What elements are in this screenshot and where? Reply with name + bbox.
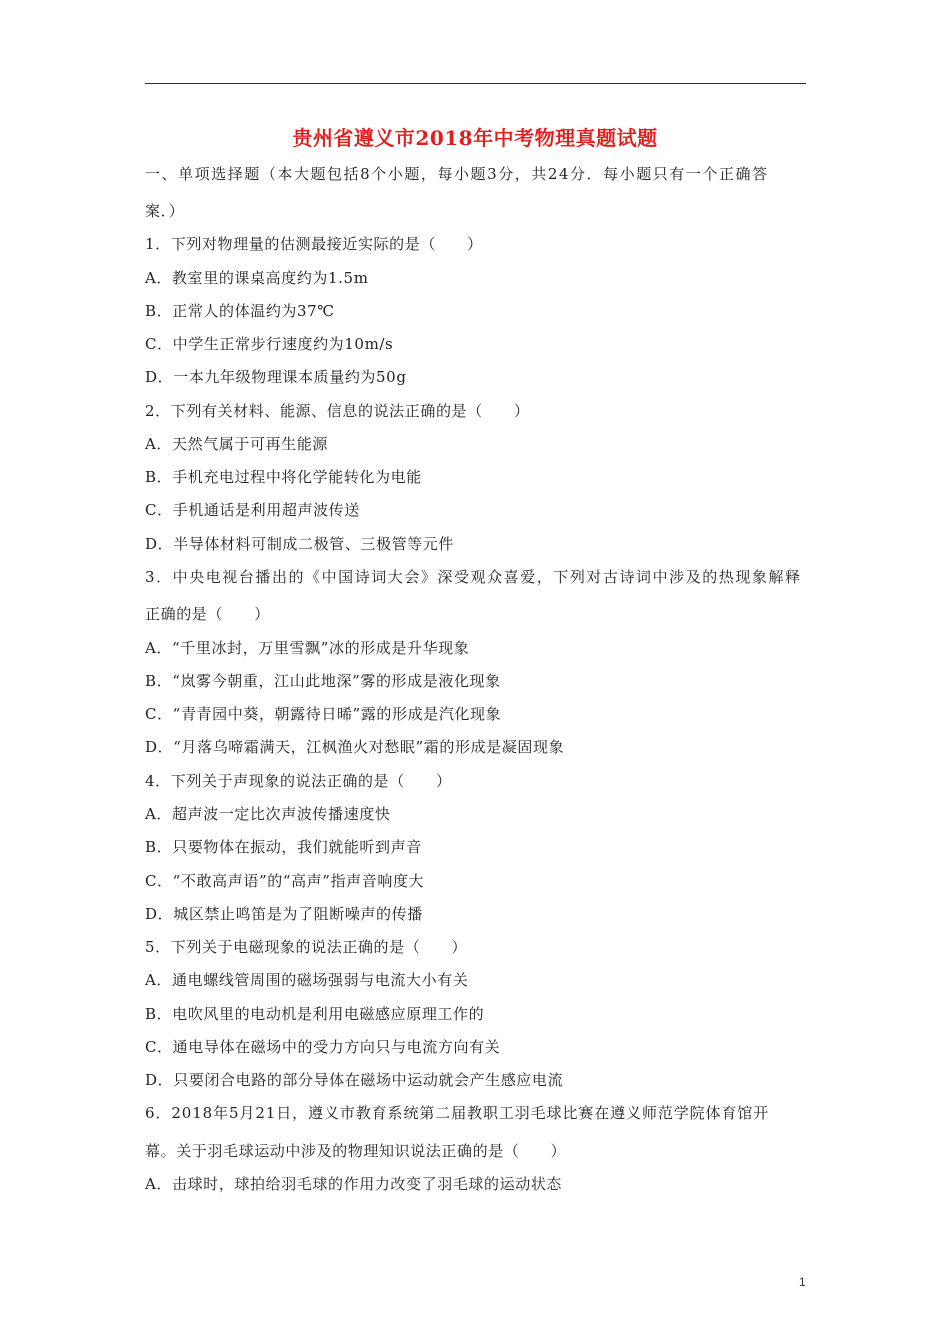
question-5-option-b: B．电吹风里的电动机是利用电磁感应原理工作的 xyxy=(145,1005,485,1023)
question-4-stem: 4．下列关于声现象的说法正确的是（ ） xyxy=(145,772,452,790)
question-4-option-c: C．“不敢高声语”的“高声”指声音响度大 xyxy=(145,872,425,890)
question-2-option-d: D．半导体材料可制成二极管、三极管等元件 xyxy=(145,535,455,553)
question-4-option-a: A．超声波一定比次声波传播速度快 xyxy=(145,805,391,823)
question-6-option-a: A．击球时，球拍给羽毛球的作用力改变了羽毛球的运动状态 xyxy=(145,1175,563,1193)
question-5-option-a: A．通电螺线管周围的磁场强弱与电流大小有关 xyxy=(145,971,469,989)
question-1-option-d: D．一本九年级物理课本质量约为50g xyxy=(145,368,407,386)
question-1-option-b: B．正常人的体温约为37℃ xyxy=(145,302,335,320)
question-4-option-d: D．城区禁止鸣笛是为了阻断噪声的传播 xyxy=(145,905,423,923)
question-5-stem: 5．下列关于电磁现象的说法正确的是（ ） xyxy=(145,938,468,956)
question-3-option-d: D．“月落乌啼霜满天，江枫渔火对愁眠”霜的形成是凝固现象 xyxy=(145,738,565,756)
question-3-option-c: C．“青青园中葵，朝露待日晞”露的形成是汽化现象 xyxy=(145,705,502,723)
question-6-stem-cont: 幕。关于羽毛球运动中涉及的物理知识说法正确的是（ ） xyxy=(145,1142,567,1160)
question-2-option-a: A．天然气属于可再生能源 xyxy=(145,435,329,453)
question-6-stem: 6．2018年5月21日，遵义市教育系统第二届教职工羽毛球比赛在遵义师范学院体育馆开 xyxy=(145,1104,770,1122)
question-2-option-b: B．手机充电过程中将化学能转化为电能 xyxy=(145,468,422,486)
question-3-stem: 3．中央电视台播出的《中国诗词大会》深受观众喜爱，下列对古诗词中涉及的热现象解释 xyxy=(145,568,802,586)
question-3-option-b: B．“岚雾今朝重，江山此地深”雾的形成是液化现象 xyxy=(145,672,501,690)
question-1-option-a: A．教室里的课桌高度约为1.5m xyxy=(145,269,369,287)
question-3-option-a: A．“千里冰封，万里雪飘”冰的形成是升华现象 xyxy=(145,639,470,657)
section-heading: 一、单项选择题（本大题包括8个小题，每小题3分，共24分．每小题只有一个正确答 xyxy=(145,165,769,183)
question-4-option-b: B．只要物体在振动，我们就能听到声音 xyxy=(145,838,422,856)
page-number: 1 xyxy=(799,1275,806,1289)
question-2-stem: 2．下列有关材料、能源、信息的说法正确的是（ ） xyxy=(145,402,530,420)
header-rule xyxy=(145,83,806,84)
question-5-option-c: C．通电导体在磁场中的受力方向只与电流方向有关 xyxy=(145,1038,501,1056)
page-title: 贵州省遵义市2018年中考物理真题试题 xyxy=(292,126,658,150)
section-heading-cont: 案．） xyxy=(145,202,185,220)
question-3-stem-cont: 正确的是（ ） xyxy=(145,605,270,623)
question-5-option-d: D．只要闭合电路的部分导体在磁场中运动就会产生感应电流 xyxy=(145,1071,564,1089)
question-1-option-c: C．中学生正常步行速度约为10m/s xyxy=(145,335,394,353)
question-1-stem: 1．下列对物理量的估测最接近实际的是（ ） xyxy=(145,235,483,253)
question-2-option-c: C．手机通话是利用超声波传送 xyxy=(145,501,360,519)
